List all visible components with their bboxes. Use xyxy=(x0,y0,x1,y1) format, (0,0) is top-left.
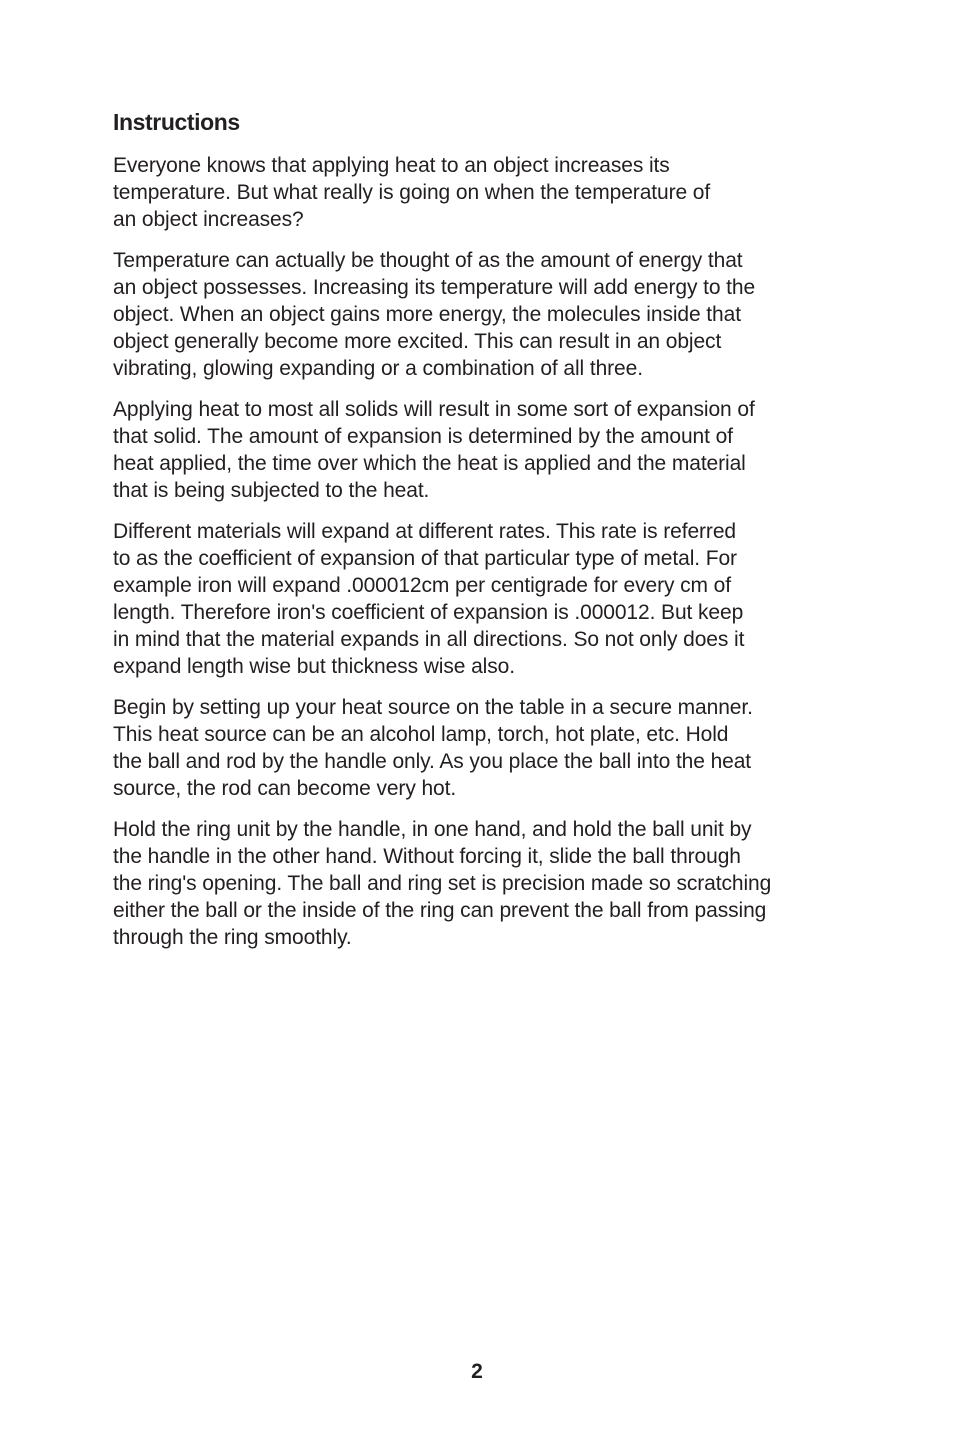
paragraph-line: the handle in the other hand. Without forcing it, slide the ball through xyxy=(113,845,741,868)
page-number: 2 xyxy=(471,1360,483,1383)
paragraph-line: vibrating, glowing expanding or a combination of all three. xyxy=(113,357,643,380)
paragraph-ring-unit xyxy=(113,816,841,951)
paragraph-line: object. When an object gains more energy, the molecules inside that xyxy=(113,303,741,326)
paragraph-line: in mind that the material expands in all directions. So not only does it xyxy=(113,628,745,651)
paragraph-line: This heat source can be an alcohol lamp, torch, hot plate, etc. Hold xyxy=(113,723,729,746)
paragraph-heat-source xyxy=(113,694,841,802)
paragraph-solid-expansion xyxy=(113,396,841,504)
paragraph-line: Begin by setting up your heat source on the table in a secure manner. xyxy=(113,696,753,719)
section-heading: Instructions xyxy=(113,109,240,135)
paragraph-line: an object increases? xyxy=(113,208,304,231)
paragraph-line: through the ring smoothly. xyxy=(113,926,352,949)
paragraph-line: source, the rod can become very hot. xyxy=(113,777,457,800)
paragraph-line: Hold the ring unit by the handle, in one hand, and hold the ball unit by xyxy=(113,818,752,841)
paragraph-line: that solid. The amount of expansion is determined by the amount of xyxy=(113,425,733,448)
paragraph-temperature-energy xyxy=(113,247,841,382)
paragraph-line: Different materials will expand at different rates. This rate is referred xyxy=(113,520,736,543)
paragraph-line: Everyone knows that applying heat to an object increases its xyxy=(113,154,670,177)
paragraph-line: to as the coefficient of expansion of that particular type of metal. For xyxy=(113,547,737,570)
paragraph-heat-intro xyxy=(113,152,841,233)
paragraph-line: either the ball or the inside of the ring can prevent the ball from passing xyxy=(113,899,767,922)
paragraph-coefficient xyxy=(113,518,841,680)
paragraph-line: the ring's opening. The ball and ring set is precision made so scratching xyxy=(113,872,772,895)
paragraph-line: Temperature can actually be thought of as the amount of energy that xyxy=(113,249,743,272)
paragraph-line: object generally become more excited. This can result in an object xyxy=(113,330,722,353)
paragraph-line: Applying heat to most all solids will result in some sort of expansion of xyxy=(113,398,755,421)
paragraph-line: the ball and rod by the handle only. As you place the ball into the heat xyxy=(113,750,752,773)
paragraph-line: example iron will expand .000012cm per centigrade for every cm of xyxy=(113,574,731,597)
paragraph-line: an object possesses. Increasing its temperature will add energy to the xyxy=(113,276,756,299)
paragraph-line: length. Therefore iron's coefficient of expansion is .000012. But keep xyxy=(113,601,744,624)
paragraph-line: heat applied, the time over which the heat is applied and the material xyxy=(113,452,746,475)
paragraph-line: expand length wise but thickness wise also. xyxy=(113,655,515,678)
document-page xyxy=(113,106,841,965)
paragraph-line: that is being subjected to the heat. xyxy=(113,479,430,502)
paragraph-line: temperature. But what really is going on when the temperature of xyxy=(113,181,711,204)
